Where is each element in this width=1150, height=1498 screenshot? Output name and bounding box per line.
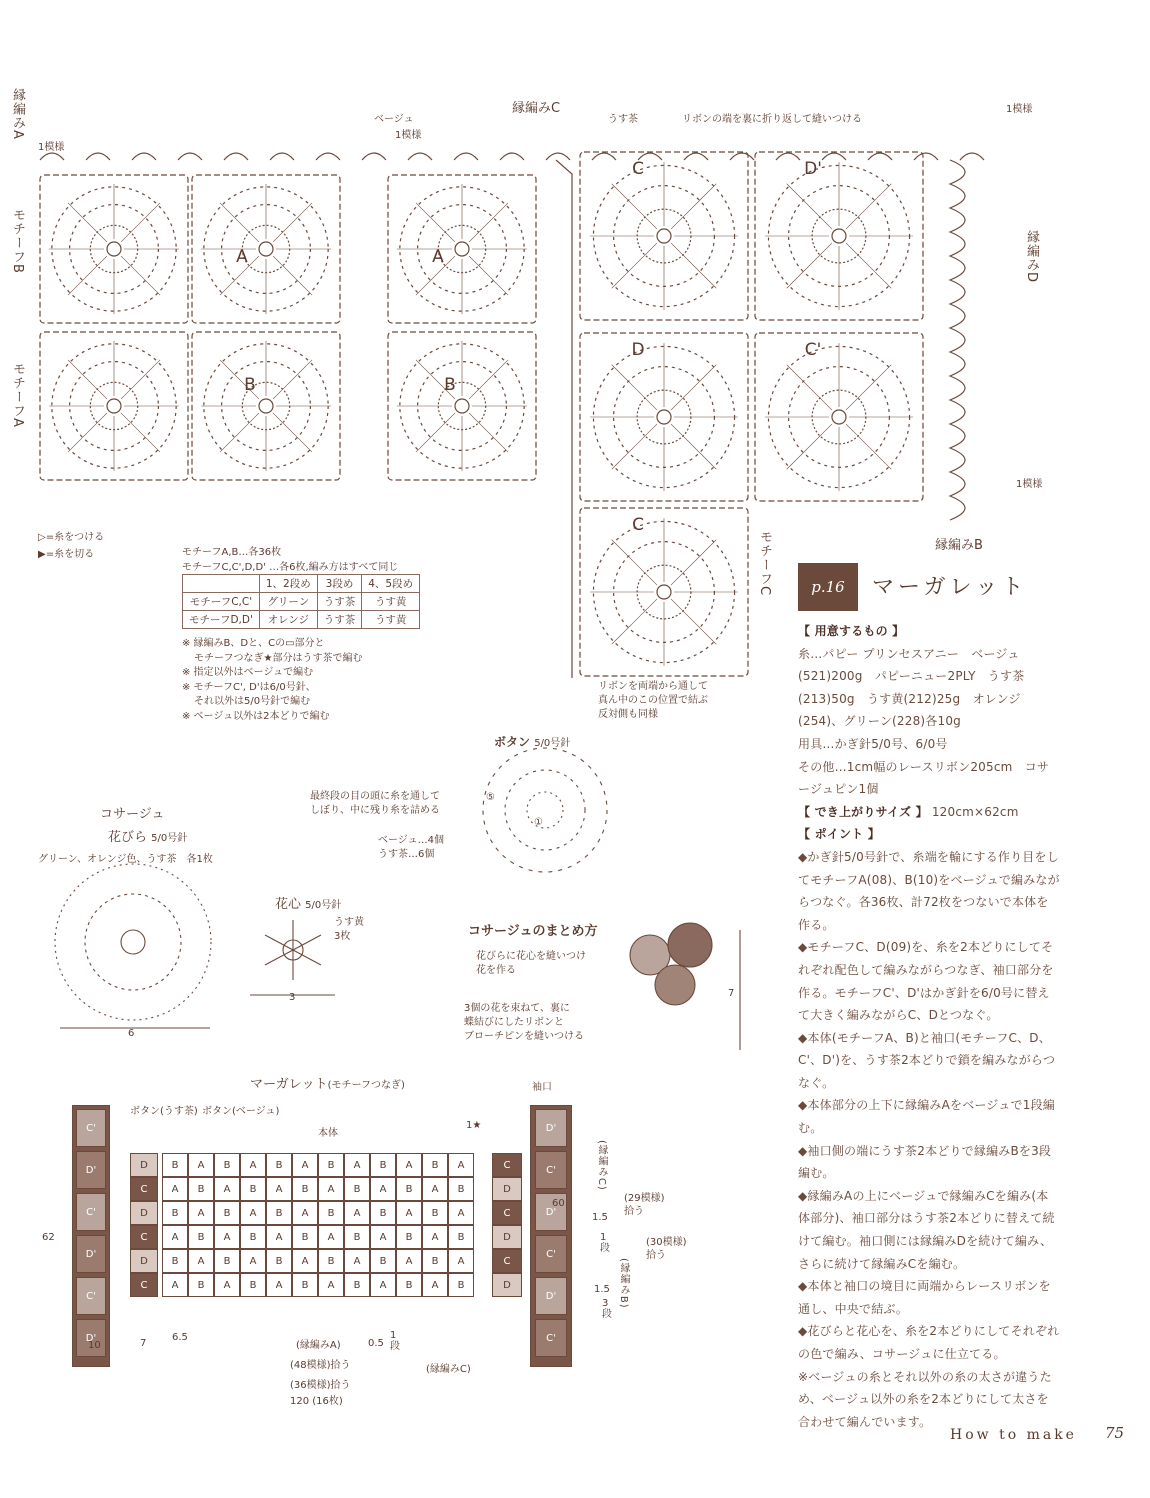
center-color: うす黄 3枚	[334, 917, 364, 942]
body-motif: B	[188, 1225, 214, 1249]
body-motif: B	[422, 1201, 448, 1225]
body-motif: B	[448, 1225, 474, 1249]
body-motif: B	[162, 1201, 188, 1225]
layout-grid	[60, 1105, 600, 1367]
dim-6-5: 6.5	[172, 1332, 188, 1343]
cuff-outer-motif: D'	[76, 1235, 106, 1273]
point-item: ◆縁編みAの上にベージュで縁編みCを編み(本体部分)、袖口部分はうす茶2本どりに替えて続けて編む。袖口側には縁編みDを続けて編み、さらに続けて縁編みCを編む。	[798, 1188, 1055, 1271]
cuff-inner-motif: C	[492, 1153, 522, 1177]
button-chart-core	[527, 792, 563, 828]
motif-c-label: モチーフC	[757, 530, 772, 597]
point-item: ◆本体(モチーフA、B)と袖口(モチーフC、D、C'、D')を、うす茶2本どりで鎖を編みながらつなぐ。	[798, 1030, 1056, 1090]
body-label: 本体	[318, 1128, 338, 1139]
body-motif: A	[214, 1225, 240, 1249]
button-mark-1: ①	[534, 817, 543, 828]
cuff-inner-motif: D	[492, 1177, 522, 1201]
body-motif: B	[162, 1153, 188, 1177]
pick-29: (29模様) 拾う	[624, 1193, 665, 1217]
edge-c-right: (縁編みC)	[596, 1140, 607, 1191]
petal-chart-core	[121, 930, 145, 954]
cuff-inner-motif: C	[130, 1273, 158, 1297]
cuff-inner-motif: D	[492, 1273, 522, 1297]
corsage-title: コサージュ	[100, 807, 165, 822]
notes-bullets: ※ 縁編みB、Dと、Cの▭部分と モチーフつなぎ★部分はうす茶で編む ※ 指定以外はベージュで編む ※ モチーフC', D'は6/0号針、 それ以外は5/0号針で編む ※ ベージュ以外は2本どりで編む	[182, 638, 363, 722]
dim-7: 7	[140, 1338, 147, 1349]
petal-colors: グリーン、オレンジ色、うす茶 各1枚	[38, 854, 213, 865]
body-motif: B	[162, 1249, 188, 1273]
dim-1-5a: 1.5	[592, 1212, 608, 1223]
count-note-2: モチーフC,C',D,D' …各6枚,編み方はすべて同じ	[182, 562, 399, 573]
edge-c-bottom: (縁編みC)	[426, 1364, 471, 1375]
motif-letter: C'	[804, 340, 822, 360]
ribbon-fold-note: リボンの端を裏に折り返して縫いつける	[682, 114, 862, 125]
body-motif: B	[344, 1177, 370, 1201]
cuff-inner-motif: C	[492, 1201, 522, 1225]
body-motif: A	[292, 1249, 318, 1273]
body-motif: A	[240, 1249, 266, 1273]
body-motif: B	[292, 1225, 318, 1249]
body-motif: A	[266, 1273, 292, 1297]
one-pattern-label: 1模様	[38, 142, 65, 153]
body-motif: B	[448, 1177, 474, 1201]
center-size: 3	[289, 992, 296, 1003]
cuff-outer-motif: D'	[535, 1193, 567, 1231]
points-heading: 【 ポイント 】	[798, 827, 880, 842]
body-motif: B	[396, 1273, 422, 1297]
attach-thread-legend: ▷=糸をつける	[38, 532, 105, 543]
assembly-title: コサージュのまとめ方	[468, 924, 598, 939]
body-motif: B	[240, 1273, 266, 1297]
cuff-outer-motif: C'	[76, 1109, 106, 1147]
body-motif: B	[370, 1249, 396, 1273]
body-motif: B	[344, 1273, 370, 1297]
dim-1-5b: 1.5	[594, 1284, 610, 1295]
cuff-inner-motif: D	[130, 1153, 158, 1177]
cuff-outer-motif: C'	[76, 1277, 106, 1315]
motif-a-label: モチーフA	[10, 362, 25, 428]
body-motif: B	[266, 1249, 292, 1273]
dim-60: 60	[552, 1198, 565, 1209]
point-item: ◆花びらと花心を、糸を2本どりにしてそれぞれの色で編み、コサージュに仕立てる。	[798, 1324, 1060, 1361]
yarn-text: 糸…パピー プリンセスアニー ベージュ(521)200g パピーニュー2PLY うす茶(213)50g うす黄(212)25g オレンジ(254)、グリーン(228)各10g	[798, 646, 1025, 729]
motif-letter: D	[631, 340, 645, 360]
body-motif: B	[188, 1177, 214, 1201]
body-motif: A	[422, 1177, 448, 1201]
point-item: ◆本体部分の上下に縁編みAをベージュで1段編む。	[798, 1098, 1055, 1136]
footer-text: How to make	[950, 1427, 1077, 1443]
edge-b-right: (縁編みB)	[618, 1258, 629, 1309]
ribbon-through-note: リボンを両端から通して 真ん中のこの位置で結ぶ 反対側も同様	[598, 681, 708, 720]
button-note: 最終段の目の頭に糸を通して しぼり、中に残り糸を詰める	[310, 791, 440, 816]
body-motif: B	[396, 1177, 422, 1201]
cuff-outer-motif: C'	[76, 1193, 106, 1231]
button-beige-label: ボタン(ベージュ)	[202, 1106, 280, 1117]
one-pattern-label-2: 1模様	[395, 130, 422, 141]
cuff-outer-motif: C'	[535, 1151, 567, 1189]
other-text: その他…1cm幅のレースリボン205cm コサージュピン1個	[798, 759, 1050, 797]
body-motif: A	[214, 1273, 240, 1297]
point-item: ◆かぎ針5/0号針で、糸端を輪にする作り目をしてモチーフA(08)、B(10)をベージュで編みながらつなぐ。各36枚、計72枚をつないで本体を作る。	[798, 849, 1060, 932]
edge-d-label: 縁編みD	[1024, 230, 1039, 284]
cuff-inner-motif: C	[130, 1225, 158, 1249]
body-motif: A	[292, 1153, 318, 1177]
beige-label: ベージュ	[374, 114, 414, 125]
tools-text: 用具…かぎ針5/0号、6/0号	[798, 736, 948, 751]
cuff-outer-motif: C'	[535, 1319, 567, 1357]
cuff-outer-motif: D'	[535, 1277, 567, 1315]
motif-letter: A	[432, 247, 444, 267]
cuff-inner-motif: D	[130, 1201, 158, 1225]
body-motif: B	[240, 1177, 266, 1201]
body-motif: A	[396, 1249, 422, 1273]
body-motif: A	[448, 1153, 474, 1177]
body-motif: A	[214, 1177, 240, 1201]
body-motif: B	[422, 1249, 448, 1273]
body-motif: A	[370, 1273, 396, 1297]
star-mark: 1★	[466, 1120, 482, 1131]
body-motif: A	[344, 1249, 370, 1273]
body-motif: A	[448, 1249, 474, 1273]
point-item: ◆袖口側の端にうす茶2本どりで縁編みBを3段編む。	[798, 1143, 1052, 1181]
body-motif: A	[188, 1153, 214, 1177]
cut-thread-legend: ▶=糸を切る	[38, 549, 95, 560]
body-motif: B	[370, 1153, 396, 1177]
edge-b-label: 縁編みB	[935, 538, 983, 553]
dim-120: 120 (16枚)	[290, 1396, 343, 1407]
dim-1dan-b: 1 段	[600, 1232, 610, 1254]
body-motif: B	[266, 1153, 292, 1177]
assembly-flower	[668, 923, 712, 967]
body-motif: A	[188, 1249, 214, 1273]
body-motif: A	[162, 1273, 188, 1297]
layout-title: マーガレット(モチーフつなぎ)	[250, 1077, 405, 1092]
body-motif: A	[318, 1177, 344, 1201]
body-motif: B	[396, 1225, 422, 1249]
assembly-note-1: 花びらに花心を縫いつけ 花を作る	[476, 951, 586, 976]
motif-letter: C	[632, 515, 644, 535]
body-motif: A	[344, 1201, 370, 1225]
body-motif: A	[318, 1225, 344, 1249]
motif-letter: B	[244, 375, 256, 395]
edge-c-label: 縁編みC	[512, 101, 561, 116]
body-motif: B	[318, 1249, 344, 1273]
cuff-inner-motif: C	[492, 1249, 522, 1273]
cuff-inner-motif: D	[492, 1225, 522, 1249]
body-motif: B	[214, 1249, 240, 1273]
page-ref-tag: p.16	[798, 563, 858, 611]
cuff-outer-motif: D'	[76, 1319, 106, 1357]
body-motif: A	[240, 1201, 266, 1225]
color-table-header: 1、2段め 3段め 4、5段め	[183, 575, 420, 593]
body-motif: A	[266, 1225, 292, 1249]
body-motif: A	[370, 1225, 396, 1249]
color-table-row: モチーフC,C' グリーン うす茶 うす黄	[183, 593, 420, 611]
button-counts: ベージュ…4個 うす茶…6個	[378, 835, 444, 860]
body-motif: A	[344, 1153, 370, 1177]
one-pattern-label-3: 1模様	[1006, 104, 1033, 115]
body-motif: B	[214, 1153, 240, 1177]
point-item: ◆本体と袖口の境目に両端からレースリボンを通し、中央で結ぶ。	[798, 1279, 1051, 1316]
body-motif: A	[396, 1153, 422, 1177]
body-motif: B	[292, 1177, 318, 1201]
body-motif: B	[370, 1201, 396, 1225]
body-motif: B	[188, 1273, 214, 1297]
cuff-inner-motif: C	[130, 1177, 158, 1201]
one-pattern-label-4: 1模様	[1016, 479, 1043, 490]
center-title-row: 花心 5/0号針	[275, 897, 342, 912]
size-row: 【 でき上がりサイズ 】 120cm×62cm	[798, 804, 1019, 819]
body-motif: A	[266, 1177, 292, 1201]
body-motif: B	[240, 1225, 266, 1249]
color-table-row: モチーフD,D' オレンジ うす茶 うす黄	[183, 611, 420, 629]
body-motif: B	[318, 1153, 344, 1177]
body-motif: A	[162, 1177, 188, 1201]
button-mark-5: ⑤	[486, 792, 495, 803]
cuff-label: 袖口	[532, 1082, 552, 1093]
edge-a-bottom: (縁編みA)	[296, 1340, 341, 1351]
pick-30: (30模様) 拾う	[646, 1237, 687, 1261]
button-title: ボタン 5/0号針	[494, 735, 571, 749]
cuff-inner-motif: D	[130, 1249, 158, 1273]
petal-title-row: 花びら 5/0号針	[108, 830, 188, 845]
body-motif: A	[292, 1201, 318, 1225]
motif-letter: A	[236, 247, 248, 267]
light-brown-label: うす茶	[608, 114, 638, 125]
article-body	[798, 620, 1060, 1433]
dim-0-5: 0.5	[368, 1338, 384, 1349]
body-motif: B	[318, 1201, 344, 1225]
button-chart-inner	[505, 770, 585, 850]
body-motif: A	[240, 1153, 266, 1177]
edge-c-pick: (36模様)拾う	[290, 1380, 351, 1391]
body-motif: A	[396, 1201, 422, 1225]
body-motif: B	[448, 1273, 474, 1297]
dim-1dan: 1 段	[390, 1330, 400, 1352]
edge-a-label: 縁編みA	[10, 88, 25, 140]
dim-62: 62	[42, 1232, 55, 1243]
edge-a-pick: (48模様)拾う	[290, 1360, 351, 1371]
body-motif: B	[422, 1153, 448, 1177]
body-motif: A	[422, 1225, 448, 1249]
article-title: マーガレット	[872, 575, 1028, 600]
body-motif: A	[188, 1201, 214, 1225]
body-motif: B	[292, 1273, 318, 1297]
page-number: 75	[1105, 1424, 1125, 1442]
petal-chart-mid	[85, 894, 181, 990]
cuff-outer-motif: C'	[535, 1235, 567, 1273]
point-item: ◆モチーフC、D(09)を、糸を2本どりにしてそれぞれ配色して編みながらつなぎ、袖口部分を作る。モチーフC'、D'はかぎ針を6/0号に替えて大きく編みながらC、Dとつなぐ。	[798, 940, 1054, 1023]
petal-size: 6	[128, 1028, 135, 1039]
cuff-outer-motif: D'	[76, 1151, 106, 1189]
button-lightbrown-label: ボタン(うす茶)	[130, 1106, 198, 1117]
motif-b-label: モチーフB	[10, 208, 25, 274]
assembly-note-2: 3個の花を束ねて、裏に 蝶結びにしたリボンと ブローチピンを縫いつける	[464, 1003, 584, 1042]
motif-letter: D'	[804, 159, 822, 179]
dim-10: 10	[88, 1340, 101, 1351]
body-motif: A	[318, 1273, 344, 1297]
assembly-size: 7	[728, 988, 735, 999]
petal-chart-outer	[55, 864, 211, 1020]
cuff-outer-motif: D'	[535, 1109, 567, 1147]
body-motif: A	[448, 1201, 474, 1225]
motif-letter: C	[632, 159, 644, 179]
motif-letter: B	[444, 375, 456, 395]
body-motif: A	[162, 1225, 188, 1249]
body-motif: B	[214, 1201, 240, 1225]
count-note-1: モチーフA,B…各36枚	[182, 547, 282, 558]
body-motif: A	[422, 1273, 448, 1297]
dim-3dan: 3 段	[602, 1298, 612, 1320]
body-motif: B	[266, 1201, 292, 1225]
assembly-flower	[655, 965, 695, 1005]
body-motif: A	[370, 1177, 396, 1201]
button-chart-outer	[483, 748, 607, 872]
point-item: ※ベージュの糸とそれ以外の糸の太さが違うため、ベージュ以外の糸を2本どりにして太さを合わせて編んでいます。	[798, 1369, 1052, 1429]
body-motif: B	[344, 1225, 370, 1249]
materials-heading: 【 用意するもの 】	[798, 624, 905, 638]
